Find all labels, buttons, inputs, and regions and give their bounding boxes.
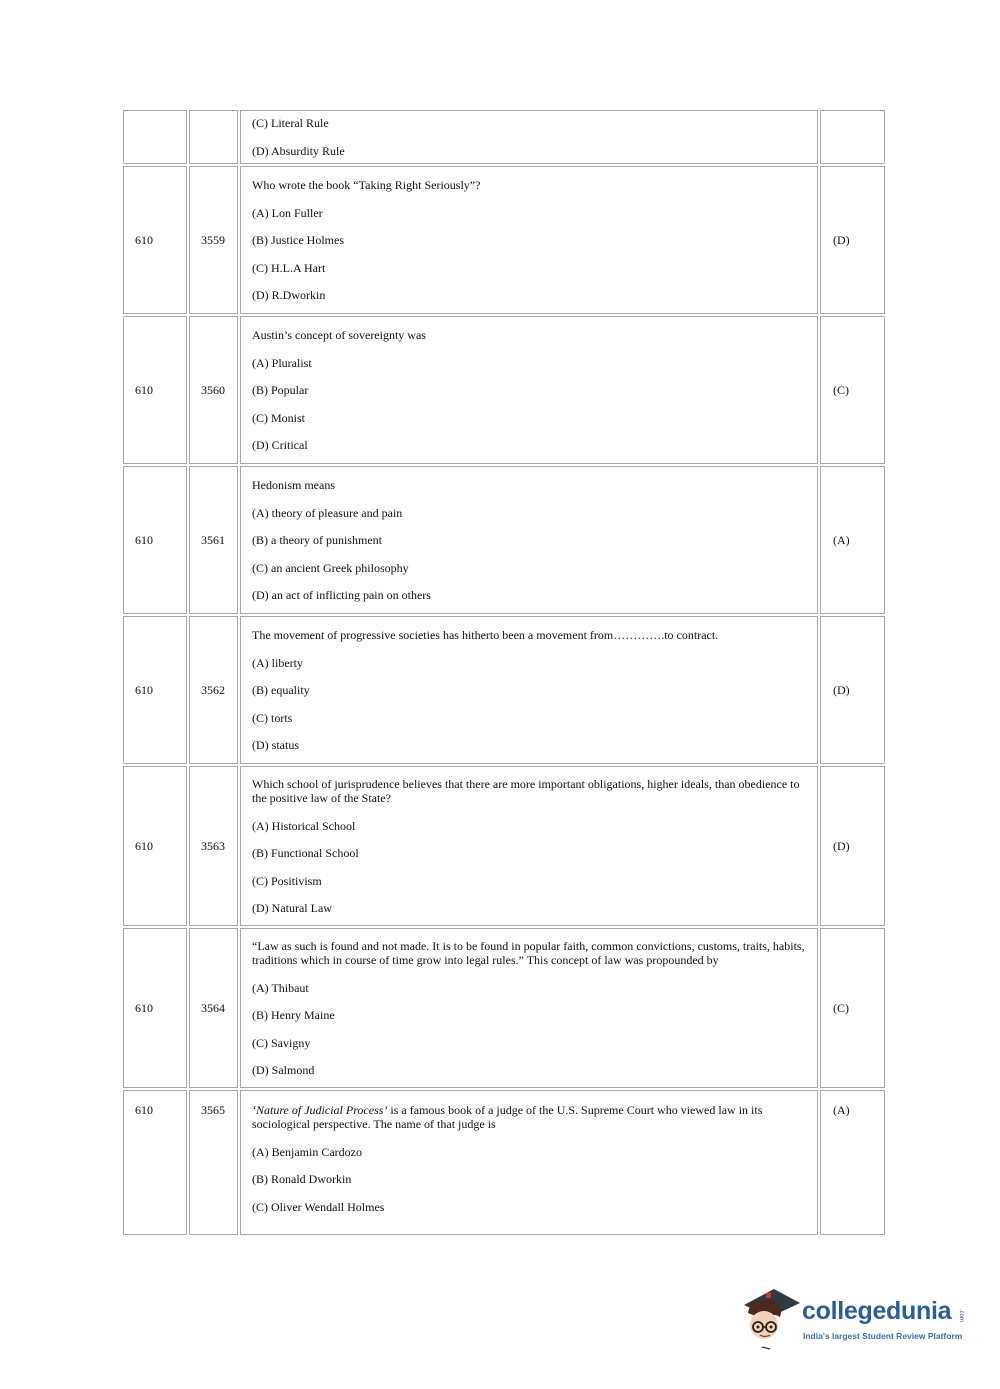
question-cell (240, 166, 818, 314)
question-number-cell (189, 110, 238, 164)
subject-code-cell: 610 (123, 928, 187, 1088)
option: (D) status (252, 738, 299, 752)
option: (D) Absurdity Rule (252, 143, 345, 158)
question-cell (240, 928, 818, 1088)
option: (B) Henry Maine (252, 1008, 335, 1022)
answer-cell: (C) (820, 928, 885, 1088)
option: (D) Natural Law (252, 901, 332, 915)
question-table (123, 110, 885, 1237)
option: (C) H.L.A Hart (252, 260, 326, 275)
collegedunia-logo[interactable] (740, 1283, 970, 1353)
subject-code-cell: 610 (123, 466, 187, 614)
mascot-icon (740, 1283, 804, 1353)
question-number-cell: 3564 (189, 928, 238, 1088)
subject-code-cell: 610 (123, 616, 187, 764)
option: (D) Critical (252, 438, 308, 452)
option: (C) Oliver Wendall Holmes (252, 1199, 385, 1214)
question-number-cell: 3561 (189, 466, 238, 614)
question-number-cell: 3560 (189, 316, 238, 464)
table-row (123, 616, 885, 764)
question-cell (240, 466, 818, 614)
table-row (123, 1090, 885, 1235)
option: (B) equality (252, 683, 310, 697)
question-number-cell: 3565 (189, 1090, 238, 1235)
option: (C) Positivism (252, 873, 322, 888)
answer-cell: (A) (820, 1090, 885, 1235)
subject-code-cell: 610 (123, 316, 187, 464)
table-row (123, 766, 885, 926)
answer-cell: (D) (820, 616, 885, 764)
option: (C) an ancient Greek philosophy (252, 560, 409, 575)
question-text-rest: is a famous book of a judge of the U.S. Supreme Court who viewed law in its sociological perspective. The name of that judge is (252, 1103, 763, 1131)
question-table-container (123, 110, 885, 1241)
question-text: Which school of jurisprudence believes that there are more important obligations, higher ideals, than obedience to the positive law of the State? (252, 777, 800, 805)
question-cell (240, 1090, 818, 1235)
answer-cell: (C) (820, 316, 885, 464)
question-number-cell: 3562 (189, 616, 238, 764)
option: (A) liberty (252, 655, 303, 670)
brand-tagline: India's largest Student Review Platform (803, 1331, 963, 1341)
question-text (252, 1103, 806, 1131)
option: (C) Literal Rule (252, 116, 329, 131)
table-row (123, 316, 885, 464)
brand-suffix: .com (958, 1309, 964, 1323)
question-text: The movement of progressive societies has hitherto been a movement from………….to contract. (252, 628, 719, 642)
question-cell (240, 766, 818, 926)
question-cell (240, 616, 818, 764)
question-text: Austin’s concept of sovereignty was (252, 328, 426, 342)
option: (B) Ronald Dworkin (252, 1172, 352, 1186)
option: (B) Popular (252, 383, 309, 397)
question-cell (240, 316, 818, 464)
table-row (123, 466, 885, 614)
option: (A) Thibaut (252, 980, 309, 995)
book-title: ‘Nature of Judicial Process’ (252, 1103, 388, 1117)
answer-cell: (D) (820, 766, 885, 926)
option: (C) torts (252, 710, 293, 725)
option: (B) Justice Holmes (252, 233, 344, 247)
table-row (123, 928, 885, 1088)
option: (B) Functional School (252, 846, 359, 860)
question-text: Who wrote the book “Taking Right Seriously”? (252, 178, 481, 192)
table-row (123, 166, 885, 314)
question-text: “Law as such is found and not made. It is to be found in popular faith, common convictions, customs, traits, habits, traditions which in course of time grow into legal rules.” This concept of law was propounded by (252, 939, 805, 967)
subject-code-cell: 610 (123, 166, 187, 314)
option: (A) Pluralist (252, 355, 312, 370)
option: (C) Savigny (252, 1035, 311, 1050)
table-row (123, 110, 885, 164)
option: (A) Benjamin Cardozo (252, 1144, 362, 1159)
question-number-cell: 3559 (189, 166, 238, 314)
subject-code-cell: 610 (123, 766, 187, 926)
answer-cell (820, 110, 885, 164)
option: (B) a theory of punishment (252, 533, 382, 547)
option: (C) Monist (252, 410, 306, 425)
subject-code-cell: 610 (123, 1090, 187, 1235)
answer-cell: (D) (820, 166, 885, 314)
option: (D) Salmond (252, 1063, 315, 1077)
subject-code-cell (123, 110, 187, 164)
brand-name: collegedunia (802, 1297, 952, 1325)
option: (D) R.Dworkin (252, 288, 326, 302)
question-cell (240, 110, 818, 164)
question-text: Hedonism means (252, 478, 335, 492)
option: (A) Historical School (252, 818, 356, 833)
option: (D) an act of inflicting pain on others (252, 588, 431, 602)
option: (A) theory of pleasure and pain (252, 505, 403, 520)
option: (A) Lon Fuller (252, 205, 323, 220)
answer-cell: (A) (820, 466, 885, 614)
question-number-cell: 3563 (189, 766, 238, 926)
